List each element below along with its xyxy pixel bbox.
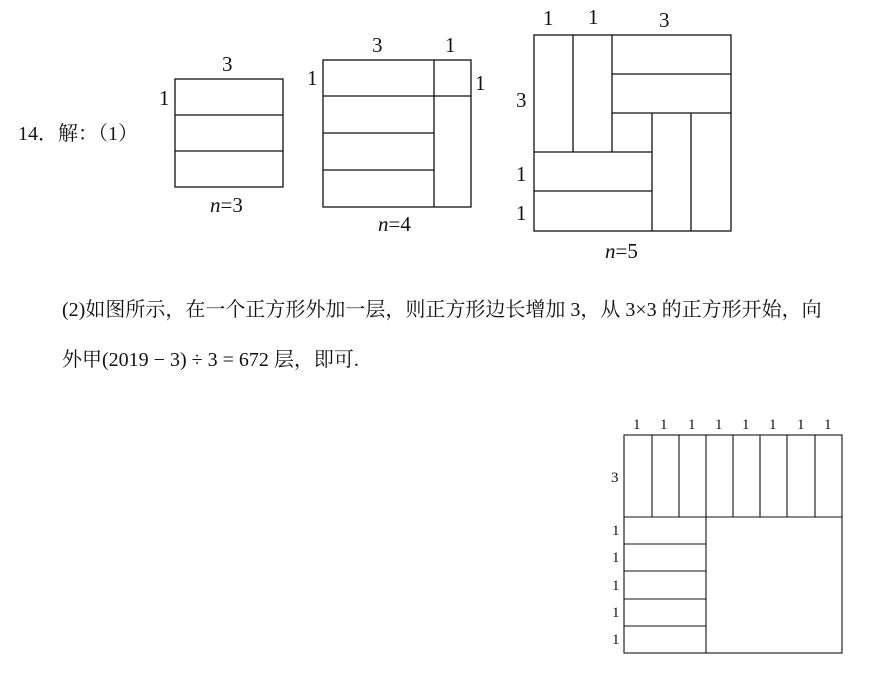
n5-caption: n=5 [605,239,638,263]
part2-line2: 外甲(2019 − 3) ÷ 3 = 672 层，即可. [62,349,359,371]
part1-label: （1） [98,123,138,145]
solution-prefix: 解： [58,123,98,145]
general-top-label: 1 [633,417,641,433]
general-top-label: 1 [688,417,696,433]
general-top-label: 1 [797,417,805,433]
n5-left-label: 3 [516,88,527,112]
n4-left-label: 1 [307,66,318,90]
general-left-label: 1 [612,523,620,539]
general-top-label: 1 [742,417,750,433]
n3-left-label: 1 [159,86,170,110]
n4-top-label: 3 [372,33,383,57]
general-left-label: 3 [611,470,619,486]
general-top-label: 1 [769,417,777,433]
n5-left-label: 1 [516,162,527,186]
n5-top-label: 3 [659,8,670,32]
n5-top-label: 1 [543,6,554,30]
n5-left-label: 1 [516,201,527,225]
general-left-label: 1 [612,632,620,648]
general-left-label: 1 [612,605,620,621]
general-top-label: 1 [715,417,723,433]
n4-right-label: 1 [475,71,486,95]
n4-top-label: 1 [445,33,456,57]
problem-number: 14． [18,123,58,145]
n3-top-label: 3 [222,52,233,76]
n4-caption: n=4 [378,212,411,236]
n3-caption: n=3 [210,193,243,217]
n5-top-label: 1 [588,5,599,29]
general-left-label: 1 [612,550,620,566]
general-top-label: 1 [824,417,832,433]
part2-line1: (2)如图所示，在一个正方形外加一层，则正方形边长增加 3，从 3×3 的正方形开始，向 [62,299,822,321]
general-top-label: 1 [660,417,668,433]
general-left-label: 1 [612,578,620,594]
